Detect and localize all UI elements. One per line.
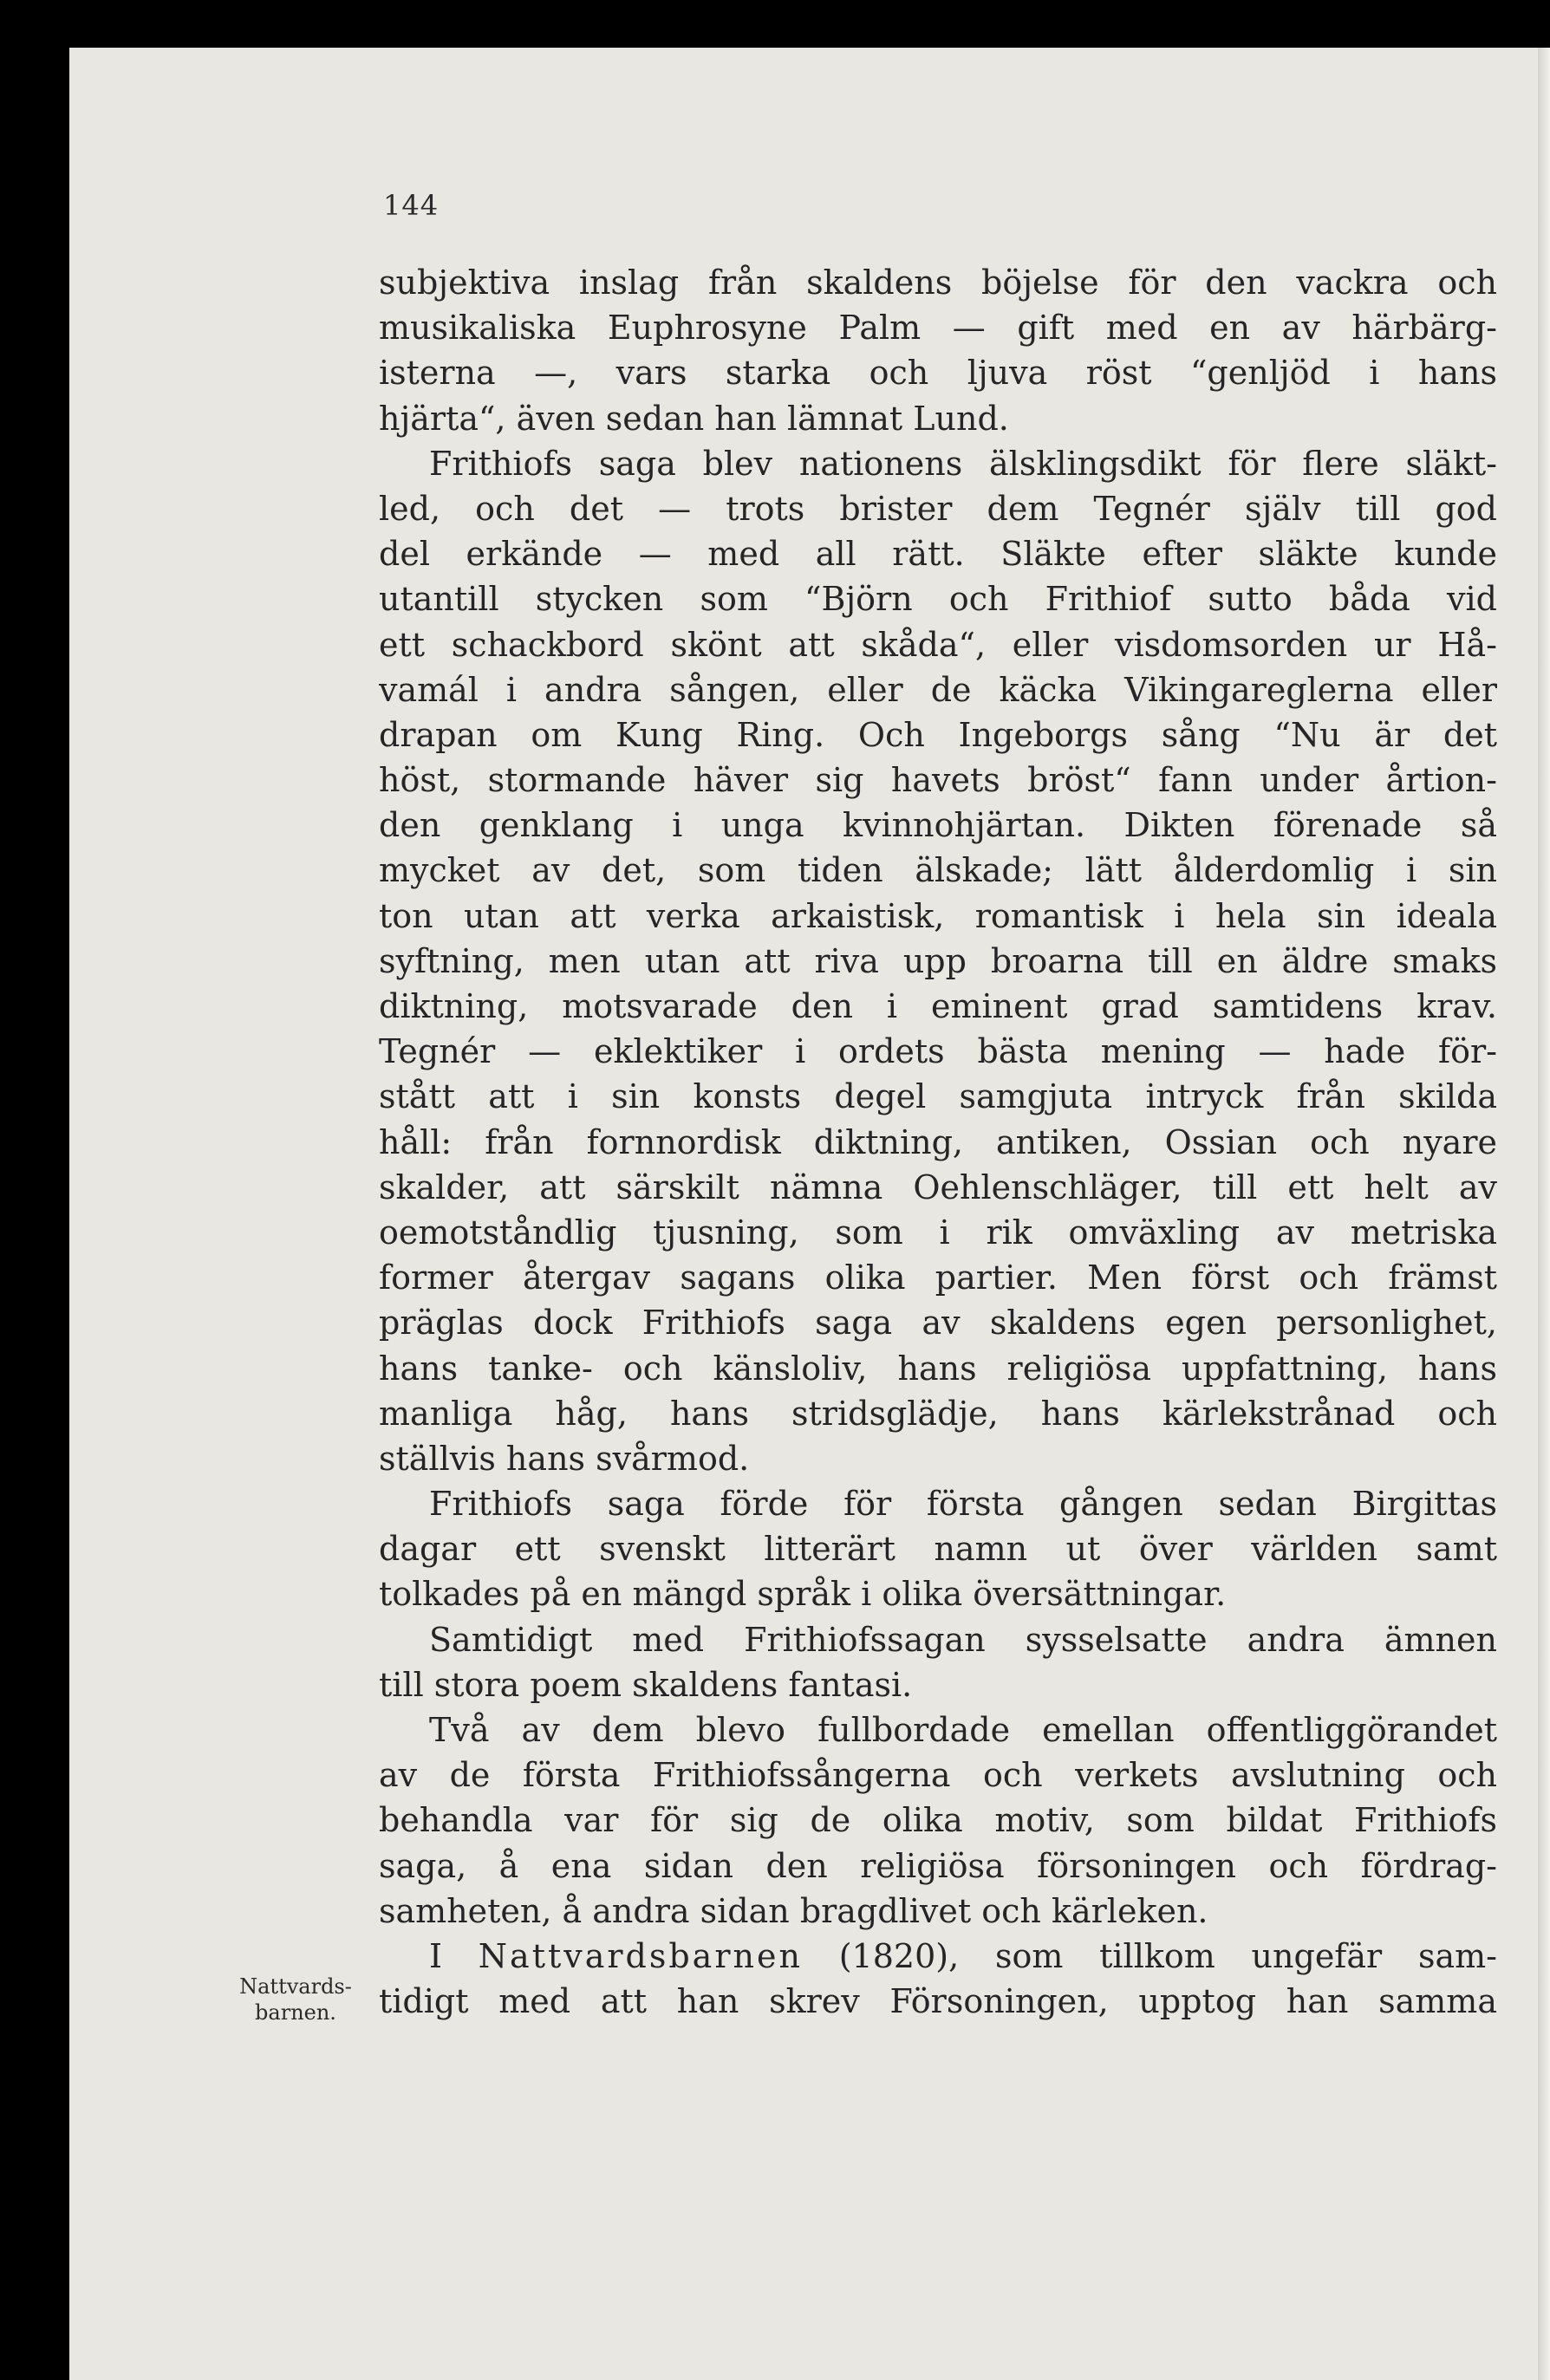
text-line: del erkände — med all rätt. Släkte efter släkte kunde [379,535,1497,574]
text-line: dagar ett svenskt litterärt namn ut över världen samt [379,1530,1497,1569]
text-line: utantill stycken som “Björn och Frithiof sutto båda vid [379,580,1497,619]
text-line: hans tanke- och känsloliv, hans religiösa uppfattning, hans [379,1349,1497,1388]
text-line: skalder, att särskilt nämna Oehlenschläger, till ett helt av [379,1167,1497,1206]
text-line: Två av dem blevo fullbordade emellan offentliggörandet [429,1711,1497,1749]
text-line: vamál i andra sången, eller de käcka Vikingareglerna eller [379,670,1497,709]
text-line: präglas dock Frithiofs saga av skaldens egen personlighet, [379,1304,1497,1343]
text-line: Frithiofs saga förde för första gången sedan Birgittas [429,1485,1497,1524]
text-line: musikaliska Euphrosyne Palm — gift med en av härbärg- [379,309,1497,348]
text-line: isterna —, vars starka och ljuva röst “genljöd i hans [379,354,1497,393]
text-line: höst, stormande häver sig havets bröst“ fann under årtion- [379,761,1497,800]
text-line: Frithiofs saga blev nationens älsklingsdikt för flere släkt- [429,444,1497,483]
text-fragment: I [429,1936,443,1975]
text-line: Samtidigt med Frithiofssagan sysselsatte andra ämnen [429,1620,1497,1659]
text-line: syftning, men utan att riva upp broarna till en äldre smaks [379,941,1497,980]
margin-note-line: barnen. [255,2000,336,2025]
text-line: tolkades på en mängd språk i olika översättningar. [379,1575,1227,1614]
text-line: former återgav sagans olika partier. Men först och främst [379,1258,1497,1297]
text-line: led, och det — trots brister dem Tegnér själv till god [379,489,1497,528]
text-line: ställvis hans svårmod. [379,1439,750,1478]
text-line [379,1934,1497,1979]
text-line: håll: från fornnordisk diktning, antiken, Ossian och nyare [379,1122,1497,1161]
text-line: ett schackbord skönt att skåda“, eller visdomsorden ur Hå- [379,625,1497,664]
text-line: subjektiva inslag från skaldens böjelse för den vackra och [379,263,1497,302]
page-edge [1538,48,1550,2380]
book-page [69,48,1550,2380]
margin-note [222,1974,369,2026]
text-line: mycket av det, som tiden älskade; lätt ålderdomlig i sin [379,851,1497,890]
text-line: Tegnér — eklektiker i ordets bästa mening — hade för- [379,1032,1497,1071]
text-line: drapan om Kung Ring. Och Ingeborgs sång “Nu är det [379,715,1497,754]
margin-note-line: Nattvards- [239,1974,352,1999]
text-line: diktning, motsvarade den i eminent grad samtidens krav. [379,987,1497,1025]
text-line: manliga håg, hans stridsglädje, hans kärlekstrånad och [379,1394,1497,1433]
text-line: behandla var för sig de olika motiv, som bildat Frithiofs [379,1801,1497,1840]
text-line: oemotståndlig tjusning, som i rik omväxling av metriska [379,1213,1497,1252]
text-line: saga, å ena sidan den religiösa försoningen och fördrag- [379,1846,1497,1885]
text-line: tidigt med att han skrev Försoningen, upptog han samma [379,1982,1497,2021]
text-line: ton utan att verka arkaistisk, romantisk i hela sin ideala [379,896,1497,935]
title-spaced: Nattvardsbarnen [478,1936,803,1975]
text-line: av de första Frithiofssångerna och verkets avslutning och [379,1756,1497,1795]
text-line: den genklang i unga kvinnohjärtan. Dikten förenade så [379,806,1497,845]
text-fragment: (1820), som tillkom ungefär sam- [838,1936,1497,1975]
text-line: samheten, å andra sidan bragdlivet och kärleken. [379,1891,1208,1930]
page-number: 144 [383,189,440,222]
body-text [379,260,1497,2024]
text-line: hjärta“, även sedan han lämnat Lund. [379,399,1009,438]
text-line: stått att i sin konsts degel samgjuta intryck från skilda [379,1077,1497,1116]
text-line: till stora poem skaldens fantasi. [379,1665,913,1704]
